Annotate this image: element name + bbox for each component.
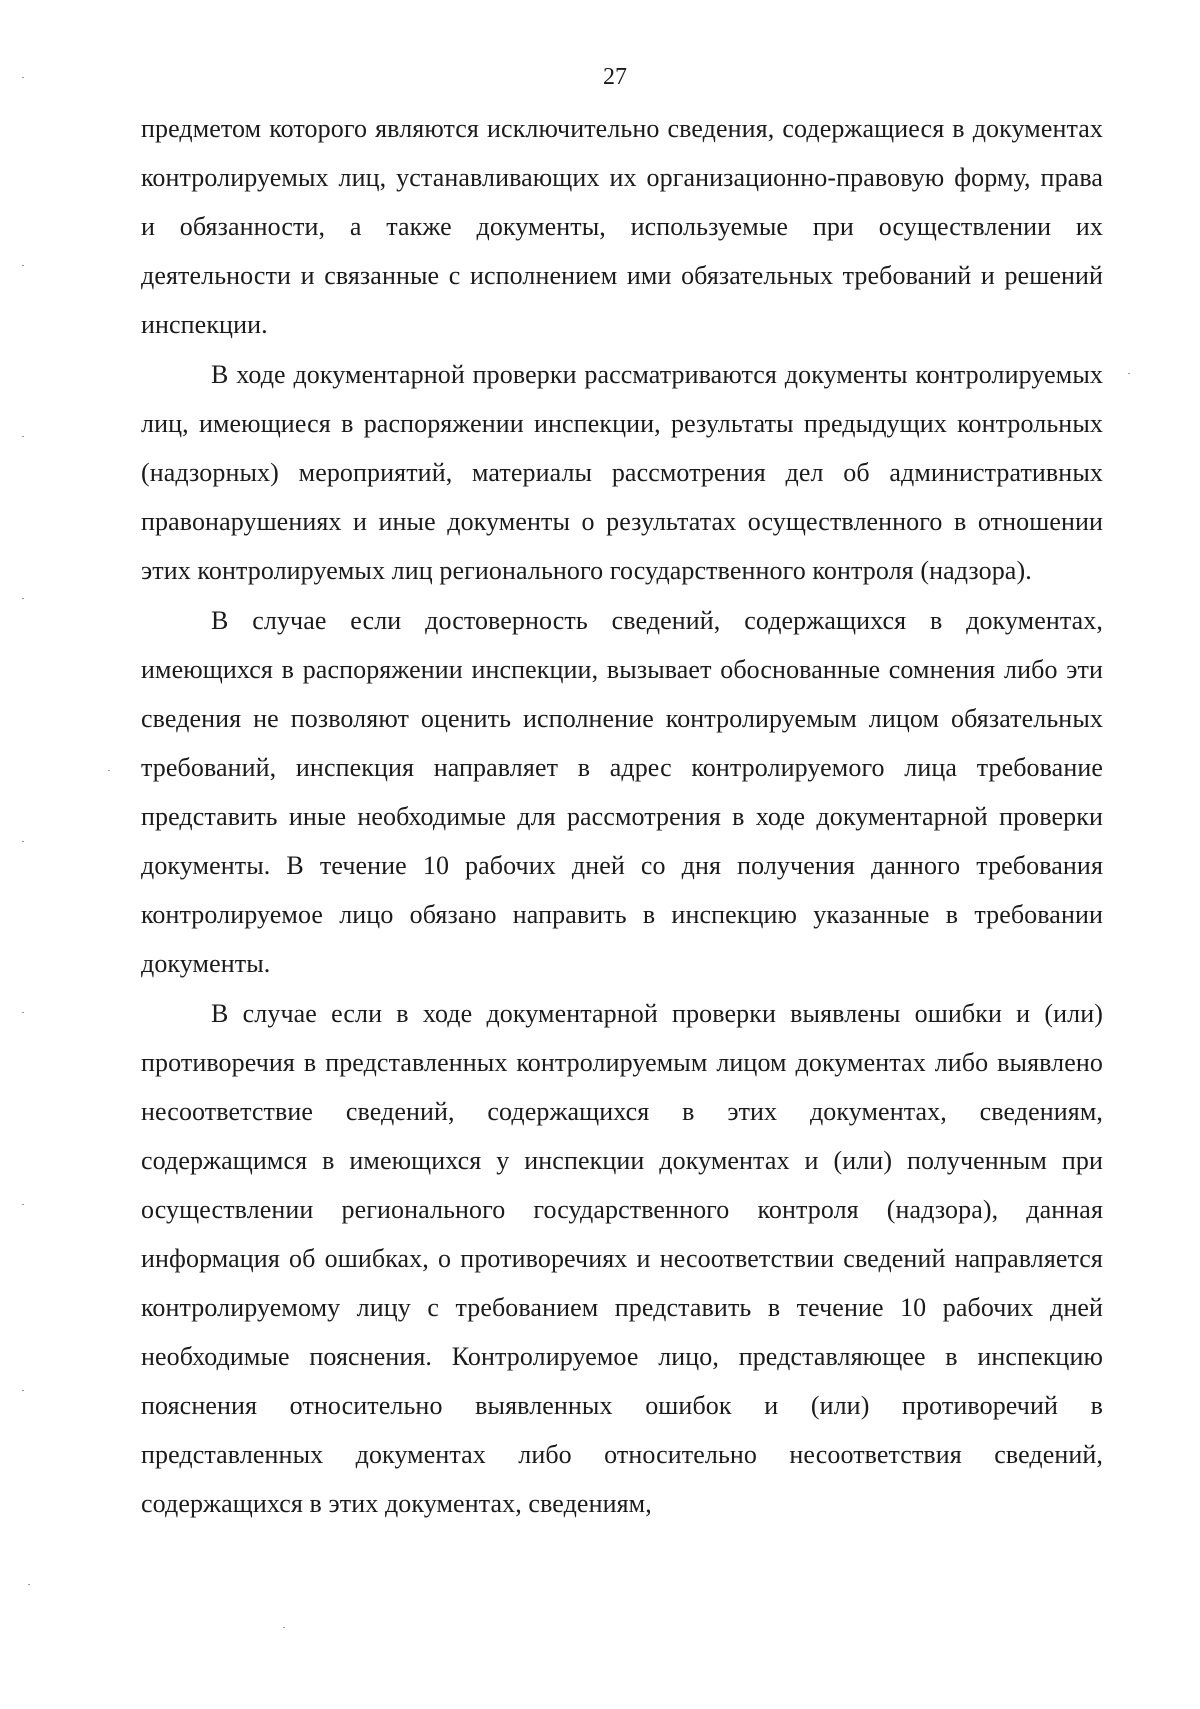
paragraph-reliability-doubts: В случае если достоверность сведений, содержащихся в документах, имеющихся в распоряжении инспекции, вызывает обоснованные сомнения либо эти сведения не позволяют оценить исполнение контролируемым лицом обязательных требований, инспекция направляет в адрес контролируемого лица требование представить иные необходимые для рассмотрения в ходе документарной проверки документы. В течение 10 рабочих дней со дня получения данного требования контролируемое лицо обязано направить в инспекцию указанные в требовании документы.: [141, 606, 1103, 978]
paragraph-documentary-inspection: В ходе документарной проверки рассматриваются документы контролируемых лиц, имеющиеся в распоряжении инспекции, результаты предыдущих контрольных (надзорных) мероприятий, материалы рассмотрения дел об административных правонарушениях и иные документы о результатах осуществленного в отношении этих контролируемых лиц регионального государственного контроля (надзора).: [141, 360, 1103, 585]
page-number: 27: [603, 64, 627, 90]
scan-speck: [22, 841, 24, 842]
scan-speck: [283, 1627, 285, 1628]
scan-speck: [28, 1584, 30, 1585]
scan-speck: [108, 770, 110, 771]
scan-speck: [1128, 373, 1130, 374]
paragraph-continuation: предметом которого являются исключительно сведения, содержащиеся в документах контролируемых лиц, устанавливающих их организационно-правовую форму, права и обязанности, а также документы, используемые при осуществлении их деятельности и связанные с исполнением ими обязательных требований и решений инспекции.: [141, 114, 1103, 339]
scan-speck: [22, 598, 24, 599]
scan-speck: [22, 1390, 24, 1391]
scan-speck: [22, 436, 24, 437]
document-body: [141, 104, 1103, 1528]
scan-speck: [22, 1204, 24, 1205]
scan-speck: [22, 77, 24, 78]
paragraph-errors-contradictions: В случае если в ходе документарной проверки выявлены ошибки и (или) противоречия в представленных контролируемым лицом документах либо выявлено несоответствие сведений, содержащихся в этих документах, сведениям, содержащимся в имеющихся у инспекции документах и (или) полученным при осуществлении регионального государственного контроля (надзора), данная информация об ошибках, о противоречиях и несоответствии сведений направляется контролируемому лицу с требованием представить в течение 10 рабочих дней необходимые пояснения. Контролируемое лицо, представляющее в инспекцию пояснения относительно выявленных ошибок и (или) противоречий в представленных документах либо относительно несоответствия сведений, содержащихся в этих документах, сведениям,: [141, 999, 1103, 1518]
scan-speck: [22, 265, 24, 266]
scan-speck: [22, 1012, 24, 1013]
